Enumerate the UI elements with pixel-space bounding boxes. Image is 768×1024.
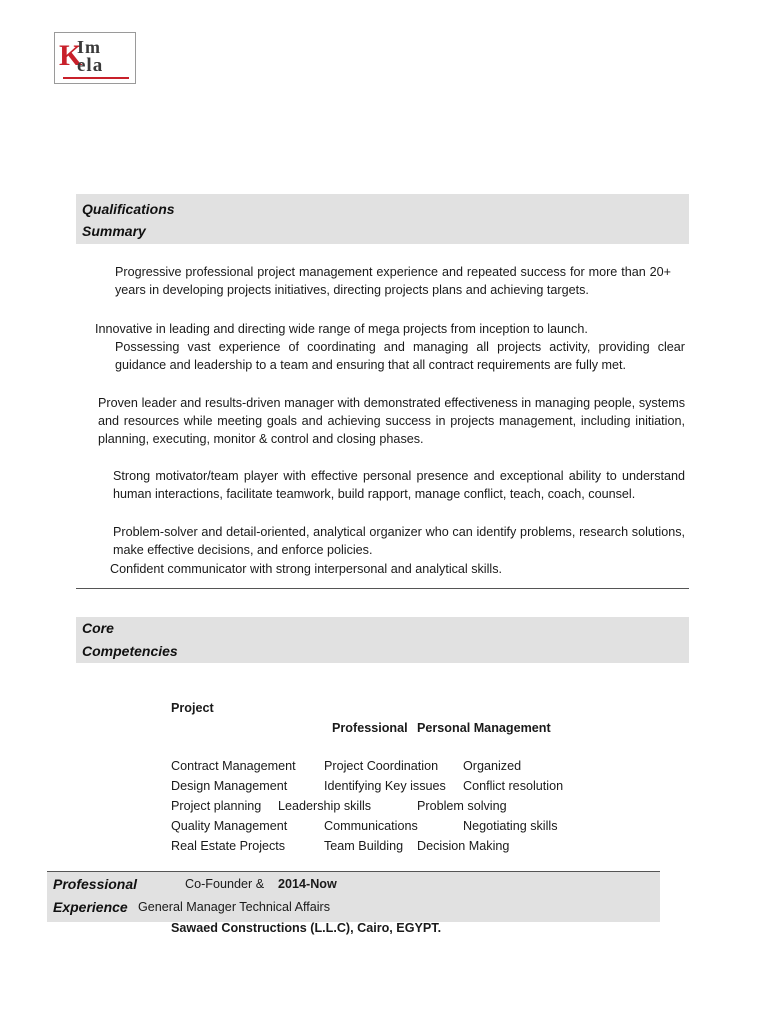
- competency-cell: Problem solving: [417, 799, 507, 813]
- competency-cell: Design Management: [171, 779, 288, 793]
- qualification-item: Problem-solver and detail-oriented, analytical organizer who can identify problems, research solutions, make effective decisions, and enforce policies.: [113, 525, 685, 557]
- competency-cell: Decision Making: [417, 839, 510, 853]
- competency-cell: Organized: [463, 759, 522, 773]
- qualification-item: Confident communicator with strong interpersonal and analytical skills.: [110, 562, 502, 576]
- competency-col-header-project: Project: [171, 701, 214, 715]
- section-divider: [76, 588, 689, 589]
- competency-cell: Project Coordination: [324, 759, 439, 773]
- competency-cell: Quality Management: [171, 819, 288, 833]
- experience-period: 2014-Now: [278, 877, 337, 891]
- competency-cell: Conflict resolution: [463, 779, 564, 793]
- competency-cell: Communications: [324, 819, 418, 833]
- qualification-item: Progressive professional project management experience and repeated success for more than 20+ years in developing projects initiatives, directing projects plans and achieving targets.: [115, 265, 671, 297]
- competency-cell: Identifying Key issues: [324, 779, 446, 793]
- logo-underline: [63, 77, 129, 79]
- competency-col-header-professional: Professional: [332, 721, 408, 735]
- competency-cell: Team Building: [324, 839, 404, 853]
- experience-role-line1: Co-Founder &: [185, 877, 265, 891]
- qualification-item: Strong motivator/team player with effective personal presence and exceptional ability to understand human interactions, facilitate teamwork, build rapport, manage conflict, teach, coach, counsel.: [113, 469, 685, 501]
- competency-cell: Leadership skills: [278, 799, 372, 813]
- experience-role-line2: General Manager Technical Affairs: [138, 900, 331, 914]
- competencies-title-line1: Core: [82, 620, 114, 636]
- competency-cell: Project planning: [171, 799, 262, 813]
- experience-title-line2: Experience: [53, 899, 128, 915]
- qualifications-title-line2: Summary: [82, 223, 146, 239]
- experience-company: Sawaed Constructions (L.L.C), Cairo, EGYPT.: [171, 921, 442, 935]
- logo-text-bottom: ela: [77, 55, 104, 76]
- competency-cell: Negotiating skills: [463, 819, 558, 833]
- competency-col-header-personal: Personal Management: [417, 721, 551, 735]
- company-logo: [54, 32, 136, 84]
- competency-cell: Real Estate Projects: [171, 839, 286, 853]
- qualification-item: Possessing vast experience of coordinating and managing all projects activity, providing clear guidance and leadership to a team and ensuring that all contract requirements are fully met.: [115, 340, 685, 372]
- qualification-item: Innovative in leading and directing wide range of mega projects from inception to launch.: [95, 322, 588, 336]
- logo-letter-k: K: [59, 39, 83, 72]
- logo-text-top: Im: [77, 37, 101, 57]
- competency-cell: Contract Management: [171, 759, 296, 773]
- competencies-header: [76, 617, 689, 663]
- competencies-title-line2: Competencies: [82, 643, 178, 659]
- qualifications-title-line1: Qualifications: [82, 201, 175, 217]
- qualifications-header: [76, 194, 689, 244]
- qualification-item: Proven leader and results-driven manager with demonstrated effectiveness in managing people, systems and resources while meeting goals and achieving success in projects management, including initiation, planning, executing, monitor & control and closing phases.: [98, 396, 685, 446]
- experience-title-line1: Professional: [53, 876, 138, 892]
